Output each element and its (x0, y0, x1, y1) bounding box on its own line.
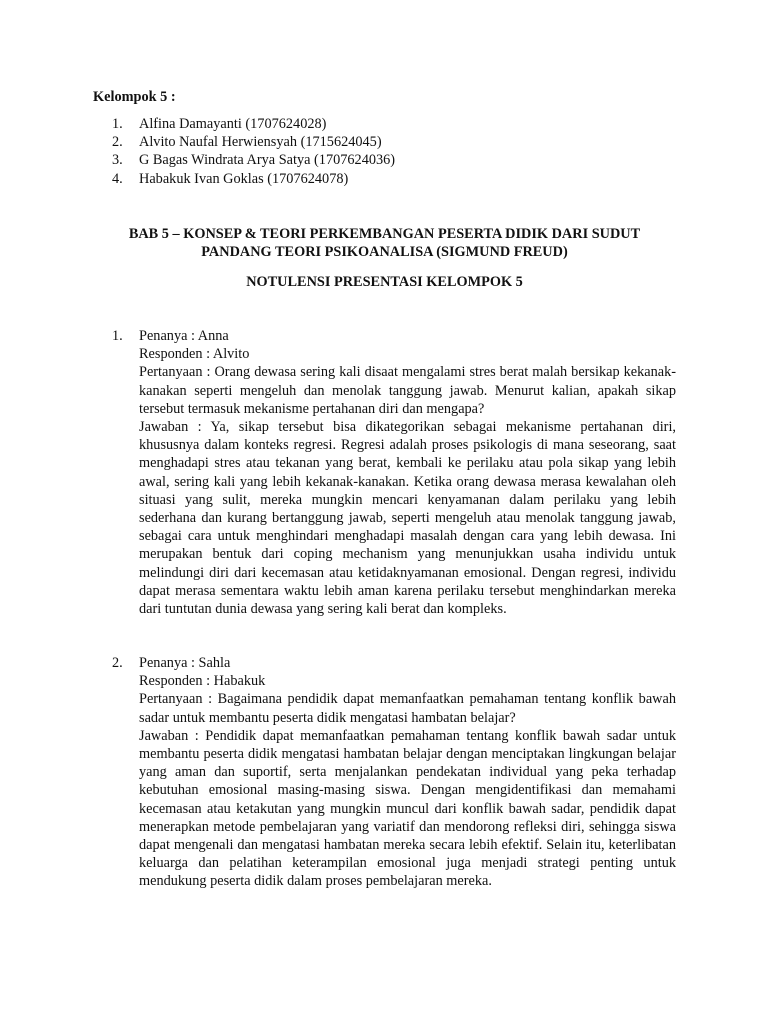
list-number: 1. (112, 116, 123, 132)
title-line-1: BAB 5 – KONSEP & TEORI PERKEMBANGAN PESERTA DIDIK DARI SUDUT (128, 226, 641, 242)
list-number: 2. (112, 134, 123, 151)
list-item (112, 133, 395, 151)
member-name: Alfina Damayanti (1707624028) (139, 116, 327, 132)
qa-penanya: Penanya : Anna (139, 328, 229, 344)
member-list (112, 115, 395, 188)
qa-penanya: Penanya : Sahla (139, 655, 231, 671)
qa-jawaban: Jawaban : Ya, sikap tersebut bisa dikategorikan sebagai mekanisme pertahanan diri, khususnya dalam konteks regresi. Regresi adalah proses psikologis di mana seseorang, saat menghadapi stres atau tekanan yang berat, kembali ke perilaku atau pola sikap yang lebih awal, sering kali yang lebih kekanak-kanakan. Ketika orang dewasa merasa kewalahan oleh situasi yang sulit, mereka mungkin mencari kenyamanan dalam perilaku yang lebih sederhana dan kurang bertanggung jawab, seperti mengeluh atau menolak tanggung jawab, sebagai cara untuk menghindari menghadapi masalah dengan cara yang lebih dewasa. Ini merupakan bentuk dari coping mechanism yang menunjukkan usaha individu untuk melindungi diri dari kecemasan atau ketidaknyamanan emosional. Dengan regresi, individu dapat merasa sementara waktu lebih aman karena perilaku tersebut menghindarkan mereka dari tuntutan dunia dewasa yang sering kali berat dan kompleks. (139, 419, 676, 618)
list-item (112, 151, 395, 169)
qa-item-1 (112, 327, 676, 618)
list-item (112, 170, 395, 188)
member-name: Habakuk Ivan Goklas (1707624078) (139, 170, 349, 187)
qa-jawaban: Jawaban : Pendidik dapat memanfaatkan pemahaman tentang konflik bawah sadar untuk membantu peserta didik mengatasi hambatan belajar dengan menciptakan lingkungan belajar yang aman dan suportif, serta menjalankan pendekatan individual yang peka terhadap kebutuhan emosional masing-masing siswa. Dengan mengidentifikasi dan memahami kecemasan atau ketakutan yang mungkin muncul dari konflik bawah sadar, pendidik dapat menerapkan metode pembelajaran yang variatif dan mendorong refleksi diri, sehingga siswa dapat mengenali dan mengatasi hambatan mereka secara lebih efektif. Selain itu, keterlibatan keluarga dan pelatihan keterampilan emosional juga menjadi strategi penting untuk mendukung peserta didik dalam proses pembelajaran mereka. (139, 727, 676, 890)
member-name: G Bagas Windrata Arya Satya (1707624036) (139, 152, 396, 169)
qa-number: 2. (112, 655, 123, 671)
qa-item-2 (112, 654, 676, 891)
title-line-2: PANDANG TEORI PSIKOANALISA (SIGMUND FREUD) (201, 244, 568, 261)
member-name: Alvito Naufal Herwiensyah (1715624045) (139, 134, 382, 151)
group-heading: Kelompok 5 : (93, 89, 176, 105)
qa-pertanyaan: Pertanyaan : Bagaimana pendidik dapat memanfaatkan pemahaman tentang konflik bawah sadar untuk membantu peserta didik mengatasi hambatan belajar? (139, 691, 676, 726)
qa-pertanyaan: Pertanyaan : Orang dewasa sering kali disaat mengalami stres berat malah bersikap kekanak-kanakan seperti mengeluh dan menolak tanggung jawab. Menurut kalian, apakah sikap tersebut termasuk mekanisme pertahanan diri dan mengapa? (139, 364, 676, 417)
list-item (112, 115, 395, 133)
list-number: 4. (112, 170, 123, 187)
qa-number: 1. (112, 328, 123, 344)
document-subtitle: NOTULENSI PRESENTASI KELOMPOK 5 (246, 274, 523, 291)
qa-responden: Responden : Habakuk (139, 673, 266, 690)
list-number: 3. (112, 152, 123, 169)
qa-responden: Responden : Alvito (139, 346, 250, 363)
document-title (93, 225, 676, 292)
